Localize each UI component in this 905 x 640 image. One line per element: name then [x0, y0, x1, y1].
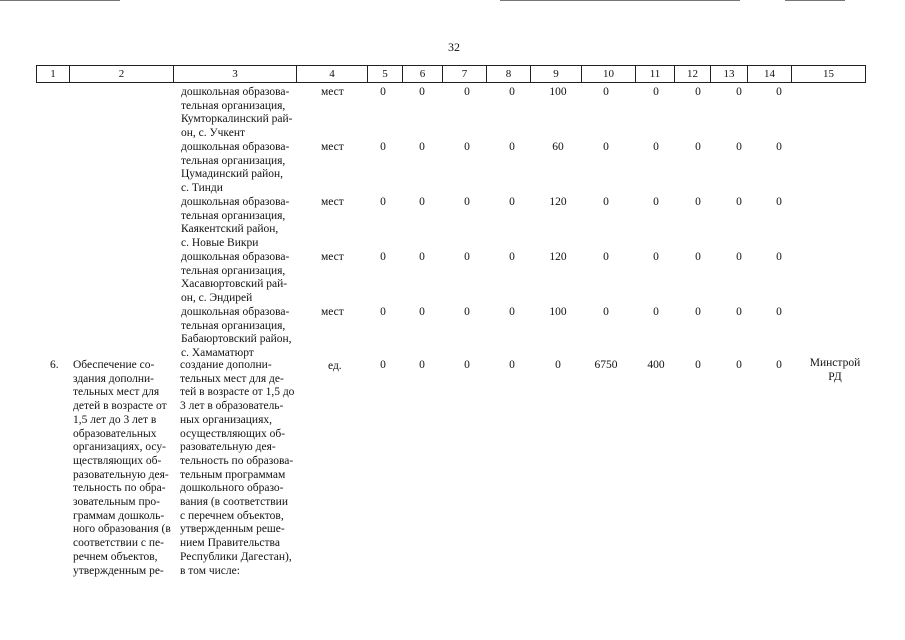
item-6-value: 0 [380, 359, 386, 371]
item-6-activity-line: разовательную дея- [180, 441, 276, 454]
item-6-activity-line: тельных мест для де- [180, 372, 284, 385]
row-description-line: с. Тинди [181, 182, 223, 195]
item-6-desc-line: разовательную дея- [73, 468, 169, 481]
row-value: 0 [380, 306, 386, 318]
row-value: 0 [380, 196, 386, 208]
item-6-responsible-line: РД [828, 370, 842, 383]
item-6-value: 400 [647, 359, 665, 371]
row-unit: мест [321, 251, 344, 263]
row-value: 0 [603, 306, 609, 318]
table-header-row [36, 65, 866, 83]
item-6-desc-line: ществляющих об- [73, 454, 162, 467]
row-description-line: тельная организация, [181, 154, 286, 167]
header-col-2: 2 [70, 66, 174, 82]
row-value: 0 [736, 306, 742, 318]
item-6-activity-line: с перечнем объектов, [180, 509, 284, 522]
row-value: 0 [653, 251, 659, 263]
header-col-5: 5 [368, 66, 403, 82]
row-value: 0 [776, 196, 782, 208]
item-6-value: 0 [736, 359, 742, 371]
item-6-desc-line: ного образования (в [73, 523, 171, 536]
row-value: 0 [736, 86, 742, 98]
row-value: 0 [464, 196, 470, 208]
row-value: 0 [776, 306, 782, 318]
item-6-activity-line: утвержденным реше- [180, 523, 285, 536]
row-description [181, 306, 292, 361]
item-6-description [73, 359, 171, 578]
item-6-desc-line: утвержденным ре- [73, 564, 164, 577]
row-value: 0 [695, 306, 701, 318]
row-description-line: с. Хамаматюрт [181, 347, 254, 360]
header-col-3: 3 [174, 66, 297, 82]
row-description-line: дошкольная образова- [181, 86, 290, 98]
item-6-value: 0 [419, 359, 425, 371]
row-value: 0 [380, 251, 386, 263]
row-value: 0 [653, 306, 659, 318]
item-6-desc-line: здания дополни- [73, 372, 154, 385]
row-value: 0 [380, 86, 386, 98]
header-col-7: 7 [443, 66, 487, 82]
row-value: 0 [653, 86, 659, 98]
item-6-value: 0 [776, 359, 782, 371]
item-6-value: 0 [509, 359, 515, 371]
row-value: 0 [776, 141, 782, 153]
row-value: 0 [419, 196, 425, 208]
row-value: 120 [549, 196, 567, 208]
row-description [181, 196, 289, 251]
row-description-line: дошкольная образова- [181, 306, 290, 318]
row-value: 0 [653, 196, 659, 208]
header-col-11: 11 [636, 66, 675, 82]
row-value: 0 [419, 141, 425, 153]
item-6-value: 0 [464, 359, 470, 371]
row-value: 0 [776, 86, 782, 98]
row-value: 120 [549, 251, 567, 263]
item-6-activity [180, 359, 294, 578]
header-col-8: 8 [487, 66, 531, 82]
item-6-desc-line: граммам дошколь- [73, 509, 165, 522]
row-value: 0 [653, 141, 659, 153]
item-6-desc-line: образовательных [73, 427, 157, 440]
row-value: 0 [464, 141, 470, 153]
row-description [181, 86, 292, 141]
row-description-line: Хасавюртовский рай- [181, 278, 288, 291]
item-6-value: 0 [555, 359, 561, 371]
header-col-9: 9 [531, 66, 582, 82]
row-value: 0 [464, 86, 470, 98]
row-description [181, 251, 289, 306]
item-6-responsible-line: Минстрой [809, 357, 861, 369]
row-description-line: Кумторкалинский рай- [181, 113, 293, 126]
row-description-line: он, с. Учкент [181, 127, 246, 140]
item-6-desc-line: тельных мест для [73, 386, 160, 399]
row-description-line: тельная организация, [181, 99, 286, 112]
row-value: 0 [603, 86, 609, 98]
row-value: 100 [549, 86, 567, 98]
row-value: 0 [464, 251, 470, 263]
row-value: 100 [549, 306, 567, 318]
item-6-activity-line: ных организациях, [180, 413, 273, 426]
item-6-desc-line: 1,5 лет до 3 лет в [73, 413, 157, 426]
row-value: 0 [695, 251, 701, 263]
item-6-activity-line: Республики Дагестан), [180, 550, 292, 563]
row-unit: мест [321, 141, 344, 153]
row-value: 0 [695, 196, 701, 208]
row-value: 0 [419, 86, 425, 98]
item-6-desc-line: речнем объектов, [73, 550, 158, 563]
row-unit: мест [321, 196, 344, 208]
header-col-13: 13 [711, 66, 748, 82]
header-col-15: 15 [792, 66, 866, 82]
row-unit: мест [321, 86, 344, 98]
header-col-14: 14 [748, 66, 792, 82]
row-value: 0 [380, 141, 386, 153]
row-description-line: дошкольная образова- [181, 141, 290, 153]
item-6-activity-line: нием Правительства [180, 537, 280, 550]
scan-edge-line-mid [500, 0, 740, 1]
row-description-line: Цумадинский район, [181, 168, 284, 181]
item-6-desc-line: Обеспечение со- [73, 359, 155, 371]
row-value: 0 [736, 251, 742, 263]
item-6-activity-line: вания (в соответствии [180, 496, 288, 509]
item-6-value: 0 [695, 359, 701, 371]
row-description-line: Бабаюртовский район, [181, 333, 292, 346]
header-col-4: 4 [297, 66, 368, 82]
item-6-unit: ед. [328, 360, 342, 372]
row-value: 0 [603, 196, 609, 208]
header-col-10: 10 [582, 66, 636, 82]
row-value: 0 [509, 251, 515, 263]
item-6-desc-line: зовательным про- [73, 496, 160, 509]
row-value: 0 [695, 86, 701, 98]
header-col-1: 1 [37, 66, 70, 82]
scan-edge-line-right [785, 0, 845, 1]
scan-edge-line-left [0, 0, 120, 1]
row-unit: мест [321, 306, 344, 318]
row-value: 0 [603, 141, 609, 153]
row-description-line: дошкольная образова- [181, 251, 290, 263]
item-6-activity-line: создание дополни- [180, 359, 272, 371]
row-value: 0 [419, 251, 425, 263]
item-6-activity-line: 3 лет в образователь- [180, 400, 284, 413]
item-6-activity-line: дошкольного образо- [180, 482, 284, 495]
row-value: 0 [509, 86, 515, 98]
row-value: 0 [509, 141, 515, 153]
item-6-activity-line: тей в возрасте от 1,5 до [180, 386, 295, 399]
row-description-line: тельная организация, [181, 209, 286, 222]
row-value: 0 [736, 196, 742, 208]
row-value: 0 [464, 306, 470, 318]
row-description [181, 141, 289, 196]
row-value: 0 [509, 306, 515, 318]
item-6-number: 6. [50, 359, 59, 371]
row-description-line: он, с. Эндирей [181, 292, 253, 305]
row-value: 0 [509, 196, 515, 208]
page-number: 32 [448, 40, 460, 54]
row-description-line: тельная организация, [181, 319, 286, 332]
row-value: 0 [736, 141, 742, 153]
item-6-responsible [806, 357, 864, 384]
row-value: 60 [552, 141, 564, 153]
item-6-desc-line: организациях, осу- [73, 441, 166, 454]
row-description-line: с. Новые Викри [181, 237, 259, 250]
row-value: 0 [776, 251, 782, 263]
item-6-activity-line: тельность по образова- [180, 454, 294, 467]
header-col-6: 6 [403, 66, 443, 82]
row-value: 0 [419, 306, 425, 318]
item-6-activity-line: в том числе: [180, 564, 240, 577]
row-description-line: дошкольная образова- [181, 196, 290, 208]
header-col-12: 12 [675, 66, 711, 82]
item-6-desc-line: соответствии с пе- [73, 537, 164, 550]
row-value: 0 [695, 141, 701, 153]
item-6-value: 6750 [594, 359, 618, 371]
row-value: 0 [603, 251, 609, 263]
item-6-activity-line: тельным программам [180, 468, 286, 481]
row-description-line: Каякентский район, [181, 223, 279, 236]
item-6-desc-line: детей в возрасте от [73, 400, 167, 413]
item-6-desc-line: тельность по обра- [73, 482, 166, 495]
row-description-line: тельная организация, [181, 264, 286, 277]
item-6-activity-line: осуществляющих об- [180, 427, 286, 440]
